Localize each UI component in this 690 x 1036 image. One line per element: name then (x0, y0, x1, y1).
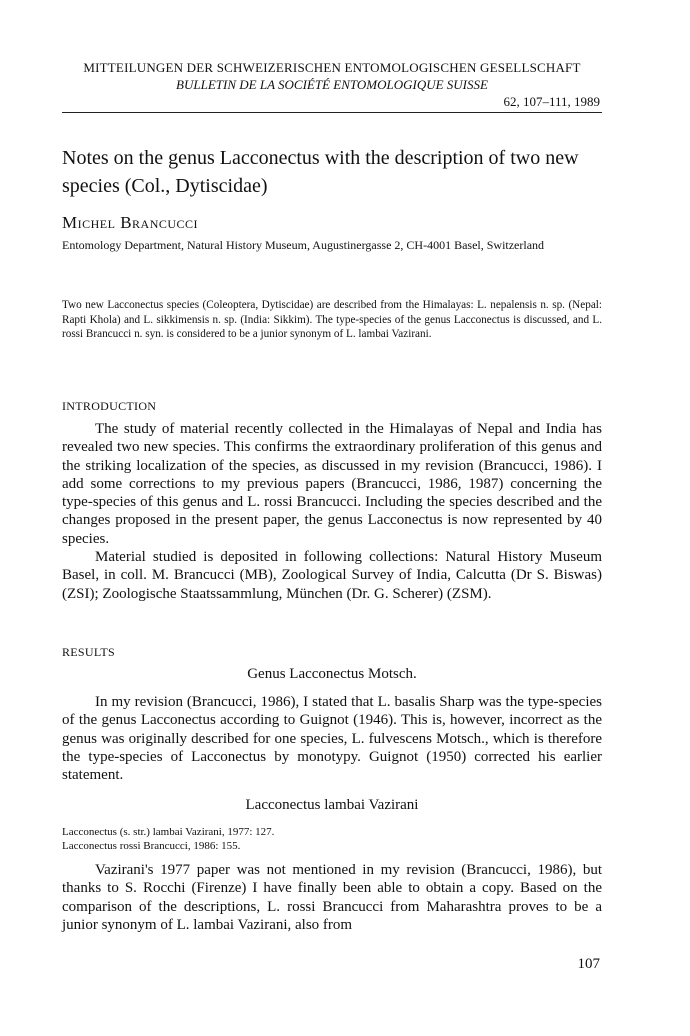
species-paragraph: Vazirani's 1977 paper was not mentioned in my revision (Brancucci, 1986), but thanks to S. Rocchi (Firenze) I have finally been able to obtain a copy. Based on the comparison of the descriptions, L. rossi Brancucci from Maharashtra proves to be a junior synonym of L. lambai Vazirani, also from (62, 862, 602, 933)
introduction-heading: INTRODUCTION (62, 399, 157, 413)
genus-heading: Genus Lacconectus Motsch. (247, 666, 417, 682)
genus-paragraph: In my revision (Brancucci, 1986), I stated that L. basalis Sharp was the type-species of the genus Lacconectus according to Guignot (1946). This is, however, incorrect as the genus was originally described for one species, L. fulvescens Motsch., which is therefore the type-species of Lacconectus by monotypy. Guignot (1950) corrected his earlier statement. (62, 694, 602, 784)
volume-pages-year: 62, 107–111, 1989 (503, 94, 600, 109)
author-affiliation: Entomology Department, Natural History Museum, Augustinergasse 2, CH-4001 Basel, Switzerland (62, 238, 545, 252)
species-discussion (62, 861, 602, 934)
synonymy-entry: Lacconectus rossi Brancucci, 1986: 155. (62, 840, 241, 852)
journal-name-french: BULLETIN DE LA SOCIÉTÉ ENTOMOLOGIQUE SUISSE (176, 77, 488, 92)
introduction-body (62, 420, 602, 603)
introduction-paragraph-1: The study of material recently collected in the Himalayas of Nepal and India has revealed two new species. This confirms the extraordinary proliferation of this genus and the striking localization of the species, as discussed in my revision (Brancucci, 1986). I add some corrections to my previous papers (Brancucci, 1986, 1987) concerning the type-species of this genus and L. rossi Brancucci. Including the species described and the changes proposed in the present paper, the genus Lacconectus is now represented by 40 species. (62, 421, 602, 547)
results-heading: RESULTS (62, 645, 116, 659)
abstract: Two new Lacconectus species (Coleoptera, Dytiscidae) are described from the Himalayas: L. nepalensis n. sp. (Nepal: Rapti Khola) and L. sikkimensis n. sp. (India: Sikkim). The type-species of the genus Lacconectus is discussed, and L. rossi Brancucci n. syn. is considered to be a junior synonym of L. lambai Vazirani. (62, 299, 602, 340)
synonymy-entry: Lacconectus (s. str.) lambai Vazirani, 1977: 127. (62, 826, 275, 838)
article-title: Notes on the genus Lacconectus with the description of two new species (Col., Dytiscidae) (62, 147, 579, 197)
genus-discussion (62, 693, 602, 784)
journal-name: MITTEILUNGEN DER SCHWEIZERISCHEN ENTOMOLOGISCHEN GESELLSCHAFT (83, 60, 581, 75)
synonymy-list (62, 825, 602, 853)
species-heading: Lacconectus lambai Vazirani (245, 797, 419, 813)
page-number: 107 (577, 956, 600, 972)
header-rule (62, 112, 602, 113)
introduction-paragraph-2: Material studied is deposited in following collections: Natural History Museum Basel, in coll. M. Brancucci (MB), Zoological Survey of India, Calcutta (Dr S. Biswas) (ZSI); Zoologische Staatssammlung, München (Dr. G. Scherer) (ZSM). (62, 549, 602, 602)
article-author: Michel Brancucci (62, 213, 199, 232)
